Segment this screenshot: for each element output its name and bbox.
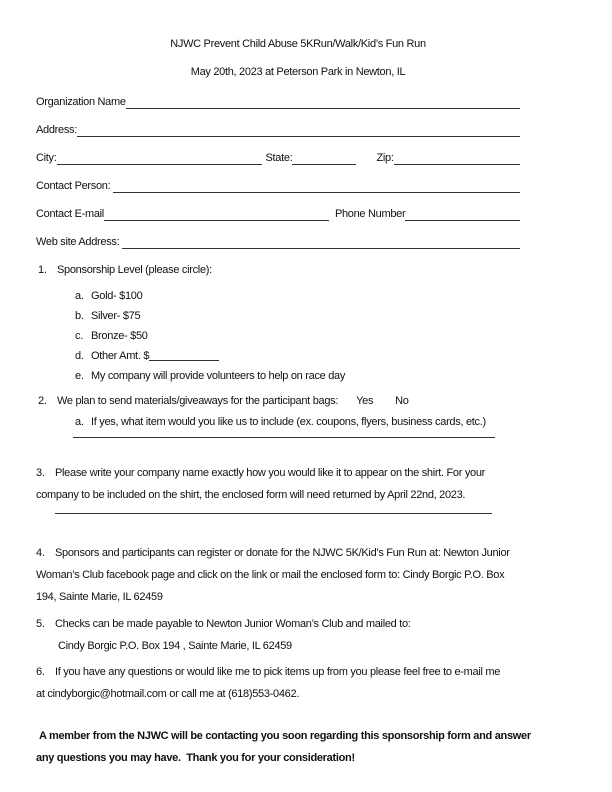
question-5-text-2: Cindy Borgic P.O. Box 194 , Sainte Marie, IL 62459	[58, 640, 292, 652]
question-2-materials	[36, 395, 520, 438]
question-4-register	[36, 542, 520, 608]
closing-text-2: any questions you may have. Thank you for your consideration!	[36, 752, 355, 764]
question-4-number: 4.	[36, 547, 45, 559]
question-5-number: 5.	[36, 618, 45, 630]
closing-statement	[36, 725, 531, 769]
gold-option-label: Gold- $100	[91, 290, 143, 302]
question-3-shirt-name	[36, 462, 520, 514]
question-3-text-1: Please write your company name exactly how you would like it to appear on the shirt. For your	[55, 467, 486, 479]
website-row	[36, 236, 520, 249]
contact-email-label: Contact E-mail	[36, 208, 104, 220]
question-4-text-1: Sponsors and participants can register or donate for the NJWC 5K/Kid’s Fun Run at: Newton Junior	[55, 547, 510, 559]
volunteers-option[interactable]	[75, 366, 520, 386]
contact-person-row	[36, 180, 520, 193]
gold-option-letter: a.	[75, 290, 84, 302]
question-4-text-2: Woman’s Club facebook page and click on the link or mail the enclosed form to: Cindy Borgic P.O. Box	[36, 569, 505, 581]
organization-name-blank[interactable]	[126, 96, 520, 109]
question-3-blank[interactable]	[55, 506, 492, 514]
other-amount-option[interactable]	[75, 346, 520, 366]
other-amount-blank[interactable]	[149, 351, 219, 361]
city-label: City:	[36, 152, 57, 164]
city-state-zip-row	[36, 152, 520, 165]
gold-option[interactable]	[75, 286, 520, 306]
contact-person-label: Contact Person:	[36, 180, 114, 192]
address-label: Address:	[36, 124, 78, 136]
no-choice[interactable]: No	[395, 395, 409, 407]
question-6-text-1: If you have any questions or would like me to pick items up from you please feel free to e-mail me	[55, 666, 501, 678]
question-2-number: 2.	[38, 395, 47, 407]
question-3-line-1	[36, 462, 520, 484]
question-2a	[75, 416, 520, 429]
question-4-line-1	[36, 542, 520, 564]
closing-text-1: A member from the NJWC will be contacting you soon regarding this sponsorship form and answer	[39, 730, 531, 742]
yes-choice[interactable]: Yes	[356, 395, 374, 407]
question-2-heading	[36, 395, 520, 408]
address-row	[36, 124, 520, 137]
contact-person-blank[interactable]	[113, 180, 520, 193]
website-blank[interactable]	[122, 236, 520, 249]
question-6-text-2: at cindyborgic@hotmail.com or call me at (618)553-0462.	[36, 688, 300, 700]
organization-name-label: Organization Name	[36, 96, 126, 108]
question-2-label: We plan to send materials/giveaways for the participant bags:	[57, 395, 339, 407]
bronze-option-label: Bronze- $50	[91, 330, 148, 342]
zip-label: Zip:	[376, 152, 394, 164]
city-blank[interactable]	[57, 152, 262, 165]
question-3-text-2: company to be included on the shirt, the enclosed form will need returned by April 22nd, 2023.	[36, 489, 466, 501]
phone-number-blank[interactable]	[405, 208, 520, 221]
email-phone-row	[36, 208, 520, 221]
question-6-number: 6.	[36, 666, 45, 678]
address-blank[interactable]	[77, 124, 520, 137]
question-3-number: 3.	[36, 467, 45, 479]
question-5-line-1	[36, 613, 520, 635]
other-amount-option-letter: d.	[75, 350, 84, 362]
contact-fields-section	[36, 96, 520, 249]
volunteers-option-label: My company will provide volunteers to help on race day	[91, 370, 346, 382]
silver-option[interactable]	[75, 306, 520, 326]
question-1-number: 1.	[38, 264, 47, 276]
question-6-contact	[36, 661, 520, 705]
question-2a-letter: a.	[75, 416, 84, 428]
question-1-label: Sponsorship Level (please circle):	[57, 264, 212, 276]
question-2a-label: If yes, what item would you like us to include (ex. coupons, flyers, business cards, etc.)	[91, 416, 486, 428]
volunteers-option-letter: e.	[75, 370, 84, 382]
bronze-option[interactable]	[75, 326, 520, 346]
question-5-text-1: Checks can be made payable to Newton Junior Woman’s Club and mailed to:	[55, 618, 411, 630]
state-label: State:	[265, 152, 293, 164]
question-6-line-1	[36, 661, 520, 683]
contact-email-blank[interactable]	[104, 208, 329, 221]
state-blank[interactable]	[292, 152, 356, 165]
other-amount-option-label: Other Amt. $	[91, 350, 150, 362]
question-1-heading	[36, 264, 520, 277]
question-4-text-3: 194, Sainte Marie, IL 62459	[36, 591, 163, 603]
question-2a-blank[interactable]	[73, 429, 495, 438]
phone-number-label: Phone Number	[334, 208, 406, 220]
silver-option-label: Silver- $75	[91, 310, 141, 322]
zip-blank[interactable]	[394, 152, 520, 165]
website-label: Web site Address:	[36, 236, 123, 248]
form-subtitle: May 20th, 2023 at Peterson Park in Newton, IL	[190, 66, 406, 78]
question-5-checks	[36, 613, 520, 657]
silver-option-letter: b.	[75, 310, 84, 322]
organization-name-row	[36, 96, 520, 109]
bronze-option-letter: c.	[75, 330, 83, 342]
form-title: NJWC Prevent Child Abuse 5KRun/Walk/Kid’s Fun Run	[170, 38, 426, 50]
question-1-sponsorship-level	[36, 264, 520, 386]
